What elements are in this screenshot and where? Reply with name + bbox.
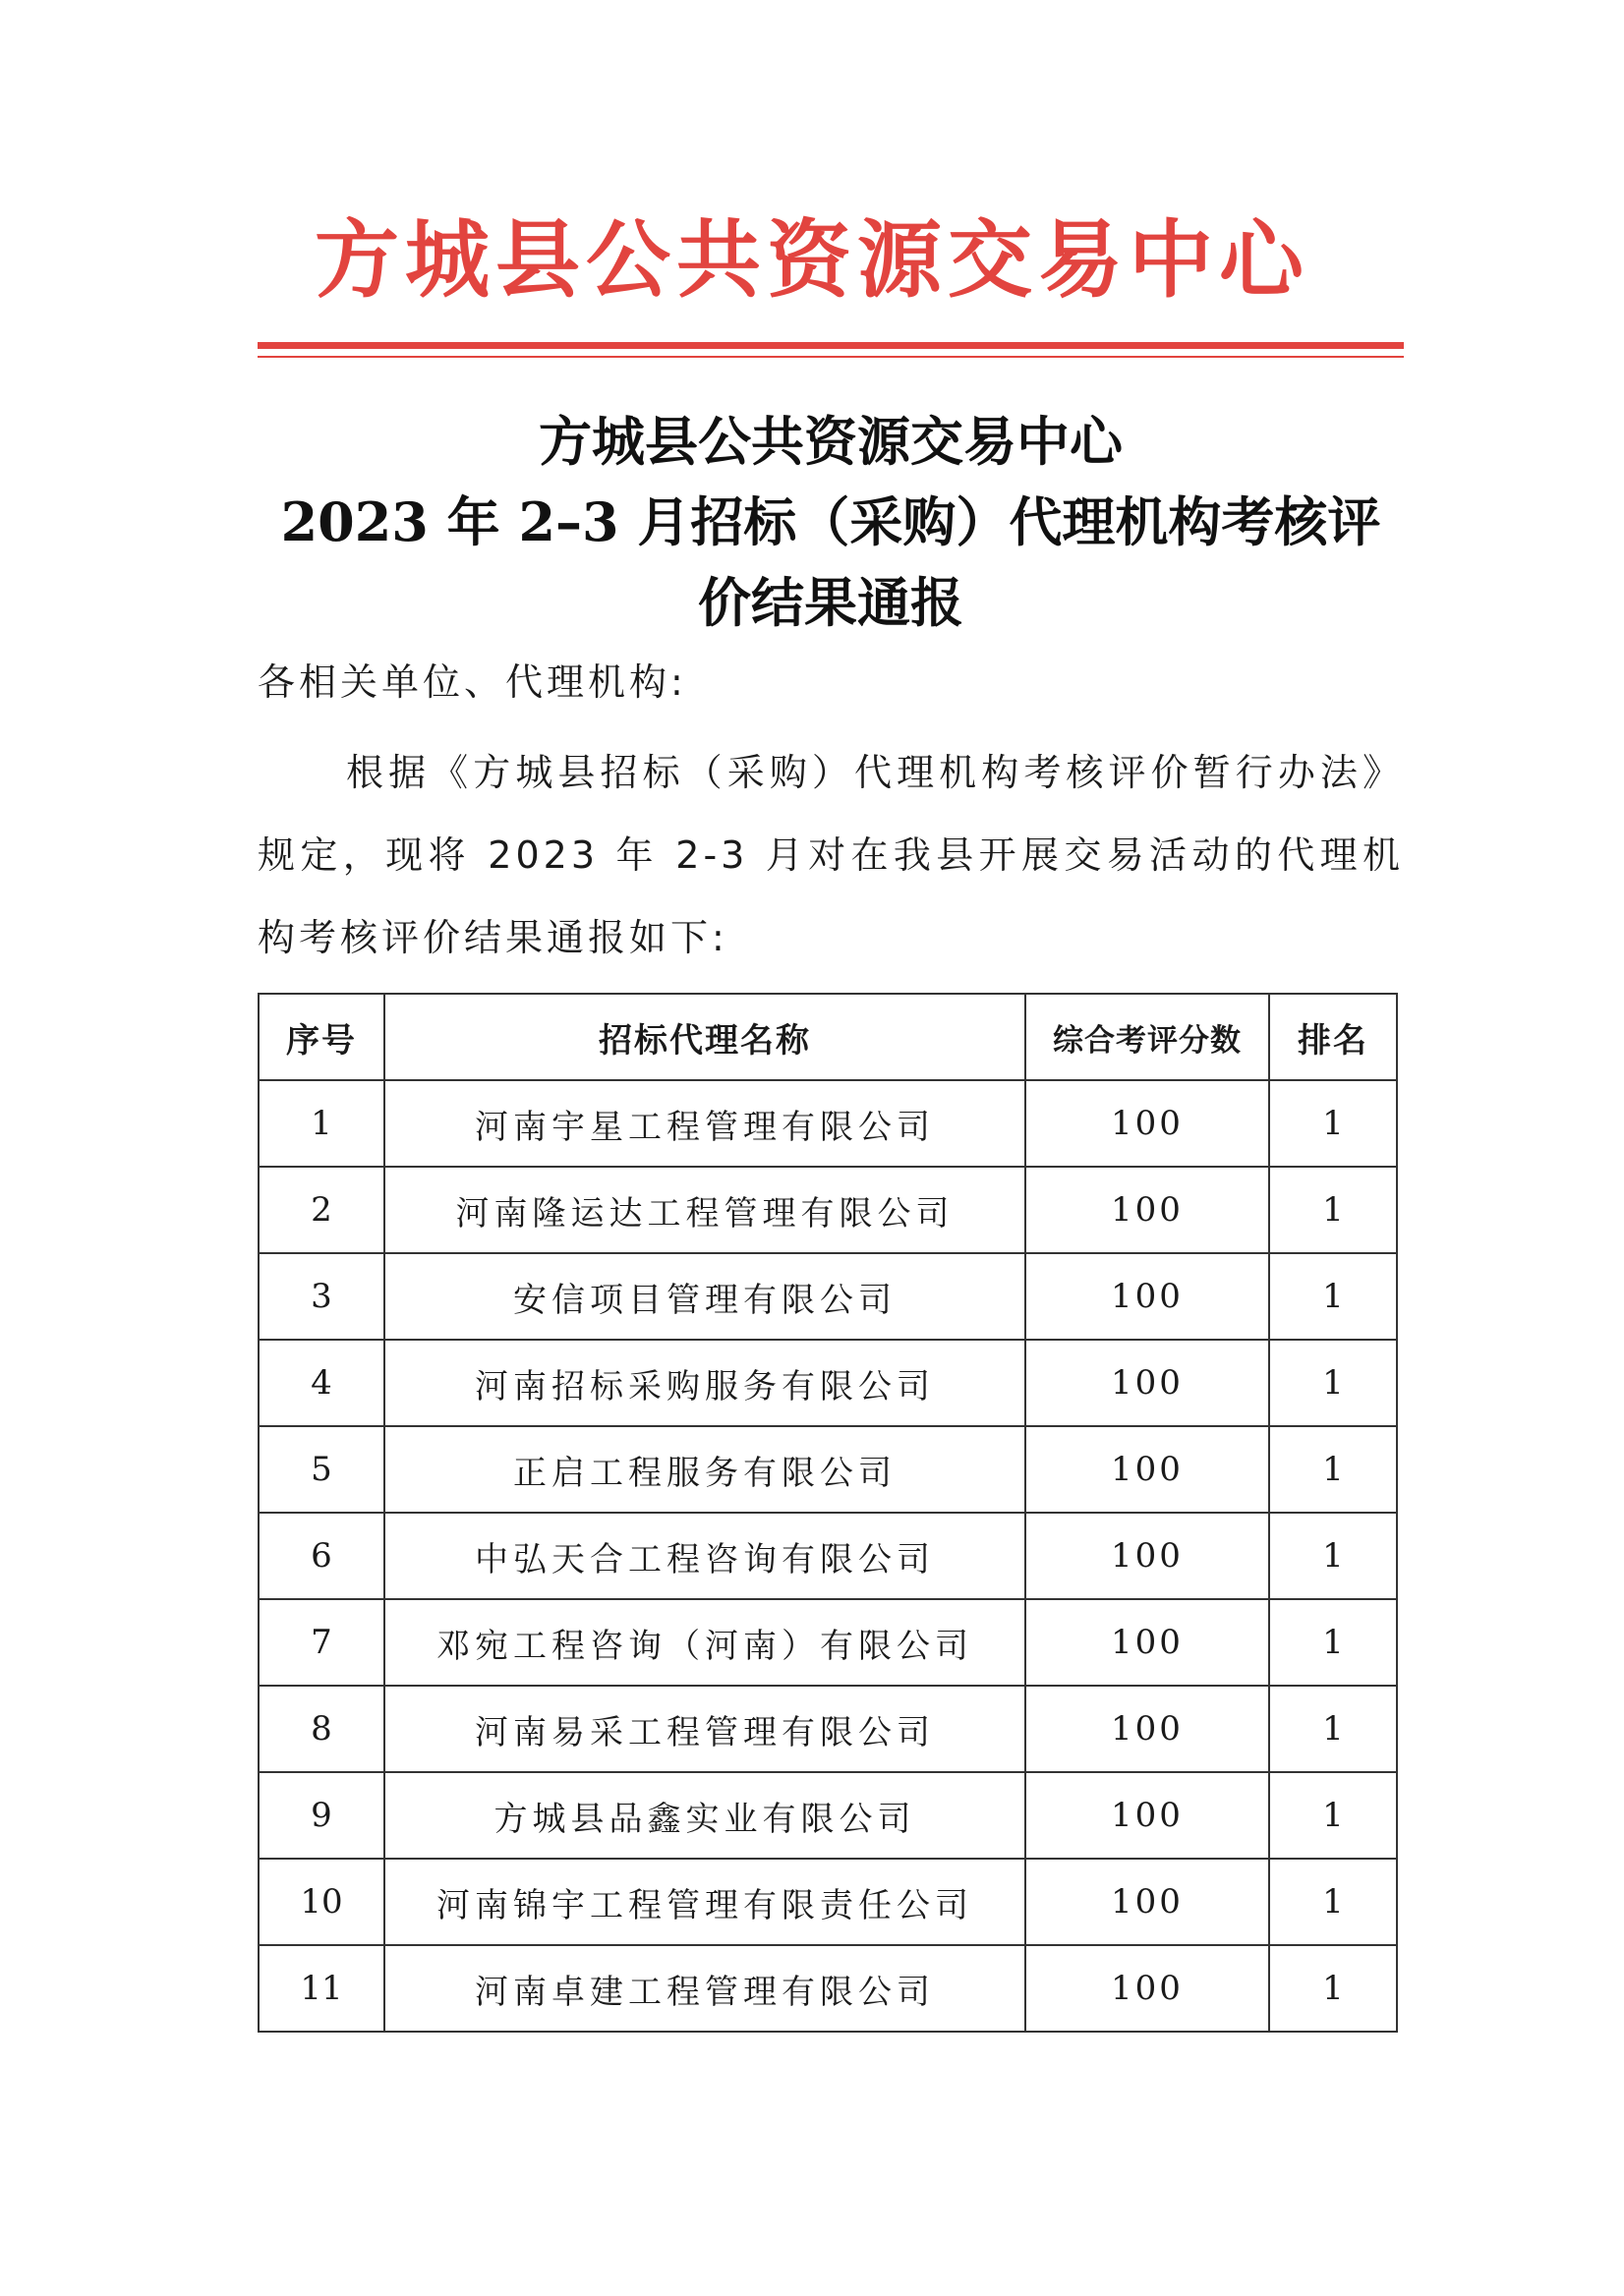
table-row <box>259 1426 1397 1513</box>
cell-no: 6 <box>259 1513 384 1599</box>
cell-score: 100 <box>1025 1772 1269 1859</box>
cell-no: 2 <box>259 1167 384 1253</box>
cell-name: 中弘天合工程咨询有限公司 <box>384 1513 1025 1599</box>
cell-name: 正启工程服务有限公司 <box>384 1426 1025 1513</box>
table-row <box>259 1513 1397 1599</box>
header-score: 综合考评分数 <box>1025 994 1269 1080</box>
cell-name: 河南隆运达工程管理有限公司 <box>384 1167 1025 1253</box>
document-title <box>236 401 1425 643</box>
cell-no: 5 <box>259 1426 384 1513</box>
cell-no: 1 <box>259 1080 384 1167</box>
table-row <box>259 1772 1397 1859</box>
cell-rank: 1 <box>1269 1426 1397 1513</box>
cell-rank: 1 <box>1269 1859 1397 1945</box>
cell-no: 9 <box>259 1772 384 1859</box>
cell-rank: 1 <box>1269 1686 1397 1772</box>
document-title-line-2: 2023 年 2–3 月招标（采购）代理机构考核评 <box>280 490 1381 553</box>
cell-no: 4 <box>259 1340 384 1426</box>
header-rank: 排名 <box>1269 994 1397 1080</box>
table-row <box>259 1080 1397 1167</box>
table-row <box>259 1599 1397 1686</box>
cell-no: 3 <box>259 1253 384 1340</box>
table-row <box>259 1340 1397 1426</box>
table-header-row <box>259 994 1397 1080</box>
cell-name: 安信项目管理有限公司 <box>384 1253 1025 1340</box>
header-name: 招标代理名称 <box>384 994 1025 1080</box>
cell-score: 100 <box>1025 1945 1269 2032</box>
cell-name: 河南易采工程管理有限公司 <box>384 1686 1025 1772</box>
table-row <box>259 1859 1397 1945</box>
cell-no: 11 <box>259 1945 384 2032</box>
table-row <box>259 1945 1397 2032</box>
letterhead-rule-thin <box>258 356 1404 358</box>
results-table <box>258 993 1398 2033</box>
cell-score: 100 <box>1025 1253 1269 1340</box>
body-paragraph: 根据《方城县招标（采购）代理机构考核评价暂行办法》规定，现将 2023 年 2-3 月对在我县开展交易活动的代理机构考核评价结果通报如下: <box>258 751 1404 959</box>
cell-rank: 1 <box>1269 1772 1397 1859</box>
cell-no: 8 <box>259 1686 384 1772</box>
cell-score: 100 <box>1025 1859 1269 1945</box>
cell-name: 河南卓建工程管理有限公司 <box>384 1945 1025 2032</box>
cell-score: 100 <box>1025 1426 1269 1513</box>
cell-rank: 1 <box>1269 1599 1397 1686</box>
cell-rank: 1 <box>1269 1167 1397 1253</box>
cell-score: 100 <box>1025 1686 1269 1772</box>
cell-no: 10 <box>259 1859 384 1945</box>
cell-rank: 1 <box>1269 1513 1397 1599</box>
cell-rank: 1 <box>1269 1945 1397 2032</box>
cell-name: 河南招标采购服务有限公司 <box>384 1340 1025 1426</box>
cell-name: 河南锦宇工程管理有限责任公司 <box>384 1859 1025 1945</box>
cell-score: 100 <box>1025 1167 1269 1253</box>
cell-rank: 1 <box>1269 1253 1397 1340</box>
table-row <box>259 1686 1397 1772</box>
header-no: 序号 <box>259 994 384 1080</box>
letterhead-rule-thick <box>258 342 1404 349</box>
table-row <box>259 1167 1397 1253</box>
table-row <box>259 1253 1397 1340</box>
salutation: 各相关单位、代理机构: <box>258 660 687 704</box>
cell-rank: 1 <box>1269 1340 1397 1426</box>
cell-score: 100 <box>1025 1599 1269 1686</box>
cell-name: 方城县品鑫实业有限公司 <box>384 1772 1025 1859</box>
cell-no: 7 <box>259 1599 384 1686</box>
cell-rank: 1 <box>1269 1080 1397 1167</box>
cell-score: 100 <box>1025 1340 1269 1426</box>
document-title-line-3: 价结果通报 <box>698 571 963 634</box>
cell-name: 河南宇星工程管理有限公司 <box>384 1080 1025 1167</box>
cell-name: 邓宛工程咨询（河南）有限公司 <box>384 1599 1025 1686</box>
cell-score: 100 <box>1025 1513 1269 1599</box>
cell-score: 100 <box>1025 1080 1269 1167</box>
document-title-line-1: 方城县公共资源交易中心 <box>539 410 1123 473</box>
letterhead-title: 方城县公共资源交易中心 <box>315 210 1309 310</box>
